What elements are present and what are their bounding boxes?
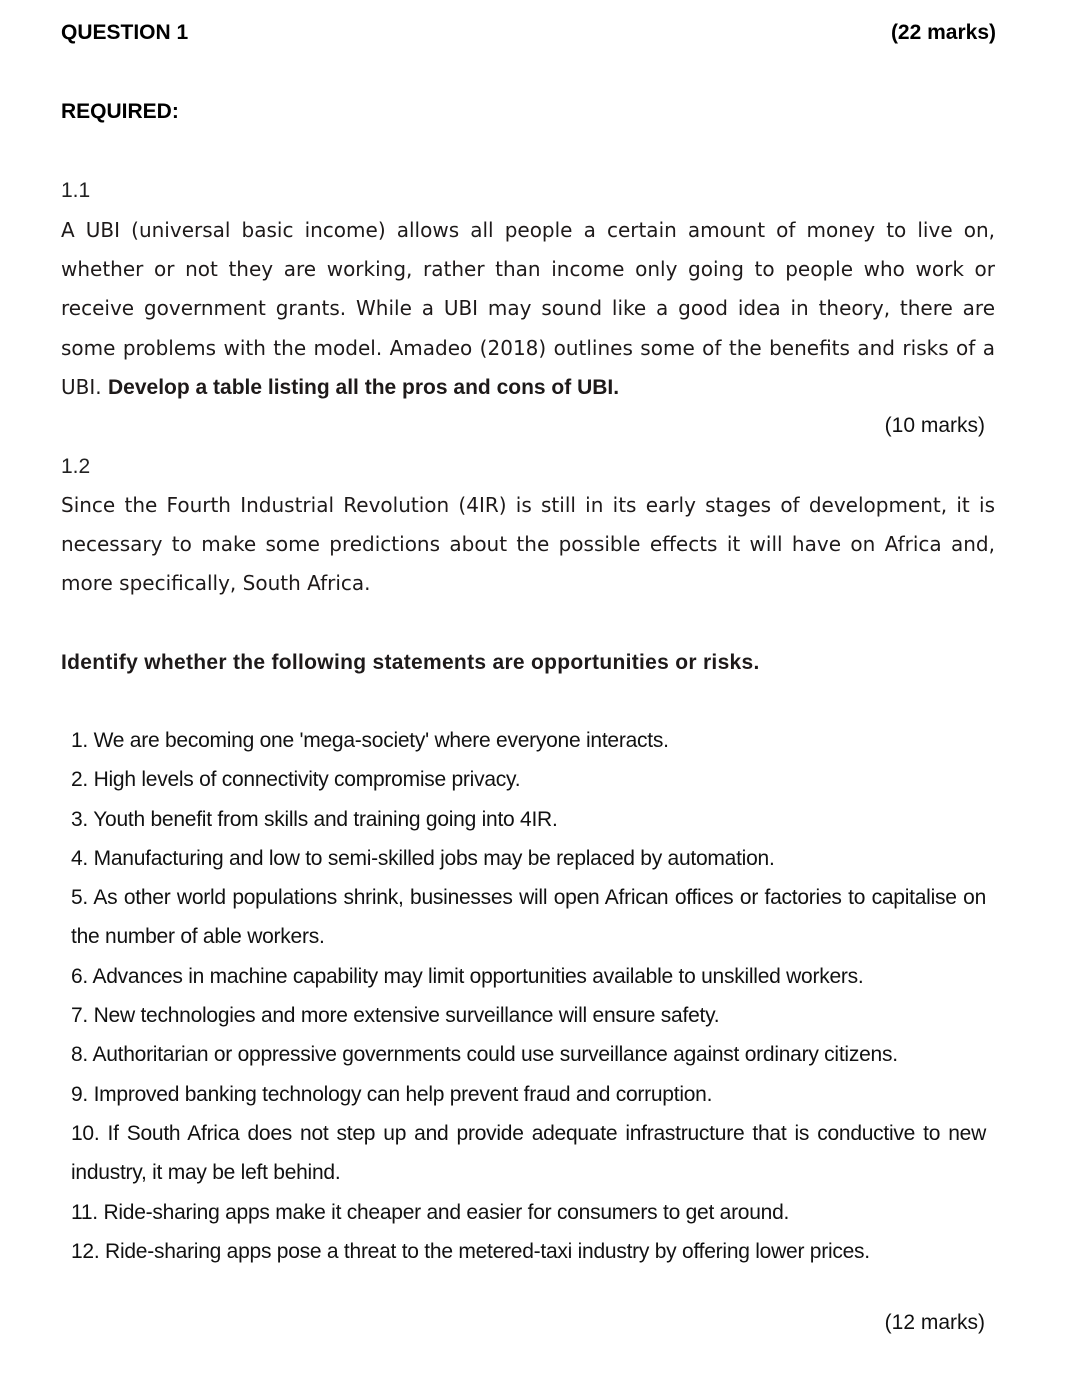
statement-item: 10. If South Africa does not step up and provide adequate infrastructure that is conductive to new industry, it may be left behind.: [71, 1121, 986, 1185]
statement-item: 11. Ride-sharing apps make it cheaper and easier for consumers to get around.: [71, 1200, 790, 1224]
statement-item: 7. New technologies and more extensive surveillance will ensure safety.: [71, 1004, 720, 1028]
statement-item: 1. We are becoming one 'mega-society' where everyone interacts.: [71, 729, 669, 752]
question-title: QUESTION 1: [61, 21, 189, 44]
question-1-1-intro: A UBI (universal basic income) allows all people a certain amount of money to live on, whether or not they are working, rather than income only going to people who work or receive government grants. While a UBI may sound like a good idea in theory, there are some problems with the model. Amadeo (2018) outlines some of the benefits and risks of a UBI.: [61, 218, 995, 399]
statement-item: 8. Authoritarian or oppressive governments could use surveillance against ordinary citizens.: [71, 1043, 898, 1067]
statement-item: 12. Ride-sharing apps pose a threat to the metered-taxi industry by offering lower prices.: [71, 1239, 870, 1263]
statement-item: 3. Youth benefit from skills and training going into 4IR.: [71, 807, 558, 831]
statement-item: 6. Advances in machine capability may limit opportunities available to unskilled workers.: [71, 964, 864, 988]
total-marks: (22 marks): [890, 21, 996, 44]
question-1-2-number: 1.2: [61, 455, 91, 478]
question-1-2-marks: (12 marks): [884, 1311, 985, 1334]
question-1-1-marks: (10 marks): [884, 414, 985, 437]
question-1-1-task: Develop a table listing all the pros and cons of UBI.: [107, 375, 620, 399]
question-1-2-instruction: Identify whether the following statements are opportunities or risks.: [61, 651, 760, 674]
question-1-1-text: [61, 211, 995, 407]
statement-item: 2. High levels of connectivity compromise privacy.: [71, 768, 521, 792]
statement-item: 4. Manufacturing and low to semi-skilled jobs may be replaced by automation.: [71, 846, 775, 870]
statement-item: 5. As other world populations shrink, businesses will open African offices or factories to capitalise on the number of able workers.: [71, 886, 986, 949]
required-heading: REQUIRED:: [61, 100, 179, 123]
statement-item: 9. Improved banking technology can help prevent fraud and corruption.: [71, 1082, 713, 1106]
question-1-2-text: Since the Fourth Industrial Revolution (4IR) is still in its early stages of development, it is necessary to make some predictions about the possible effects it will have on Africa and, more specifically, South Africa.: [61, 493, 995, 596]
question-1-1-number: 1.1: [61, 179, 91, 202]
statement-list: [71, 721, 986, 1271]
